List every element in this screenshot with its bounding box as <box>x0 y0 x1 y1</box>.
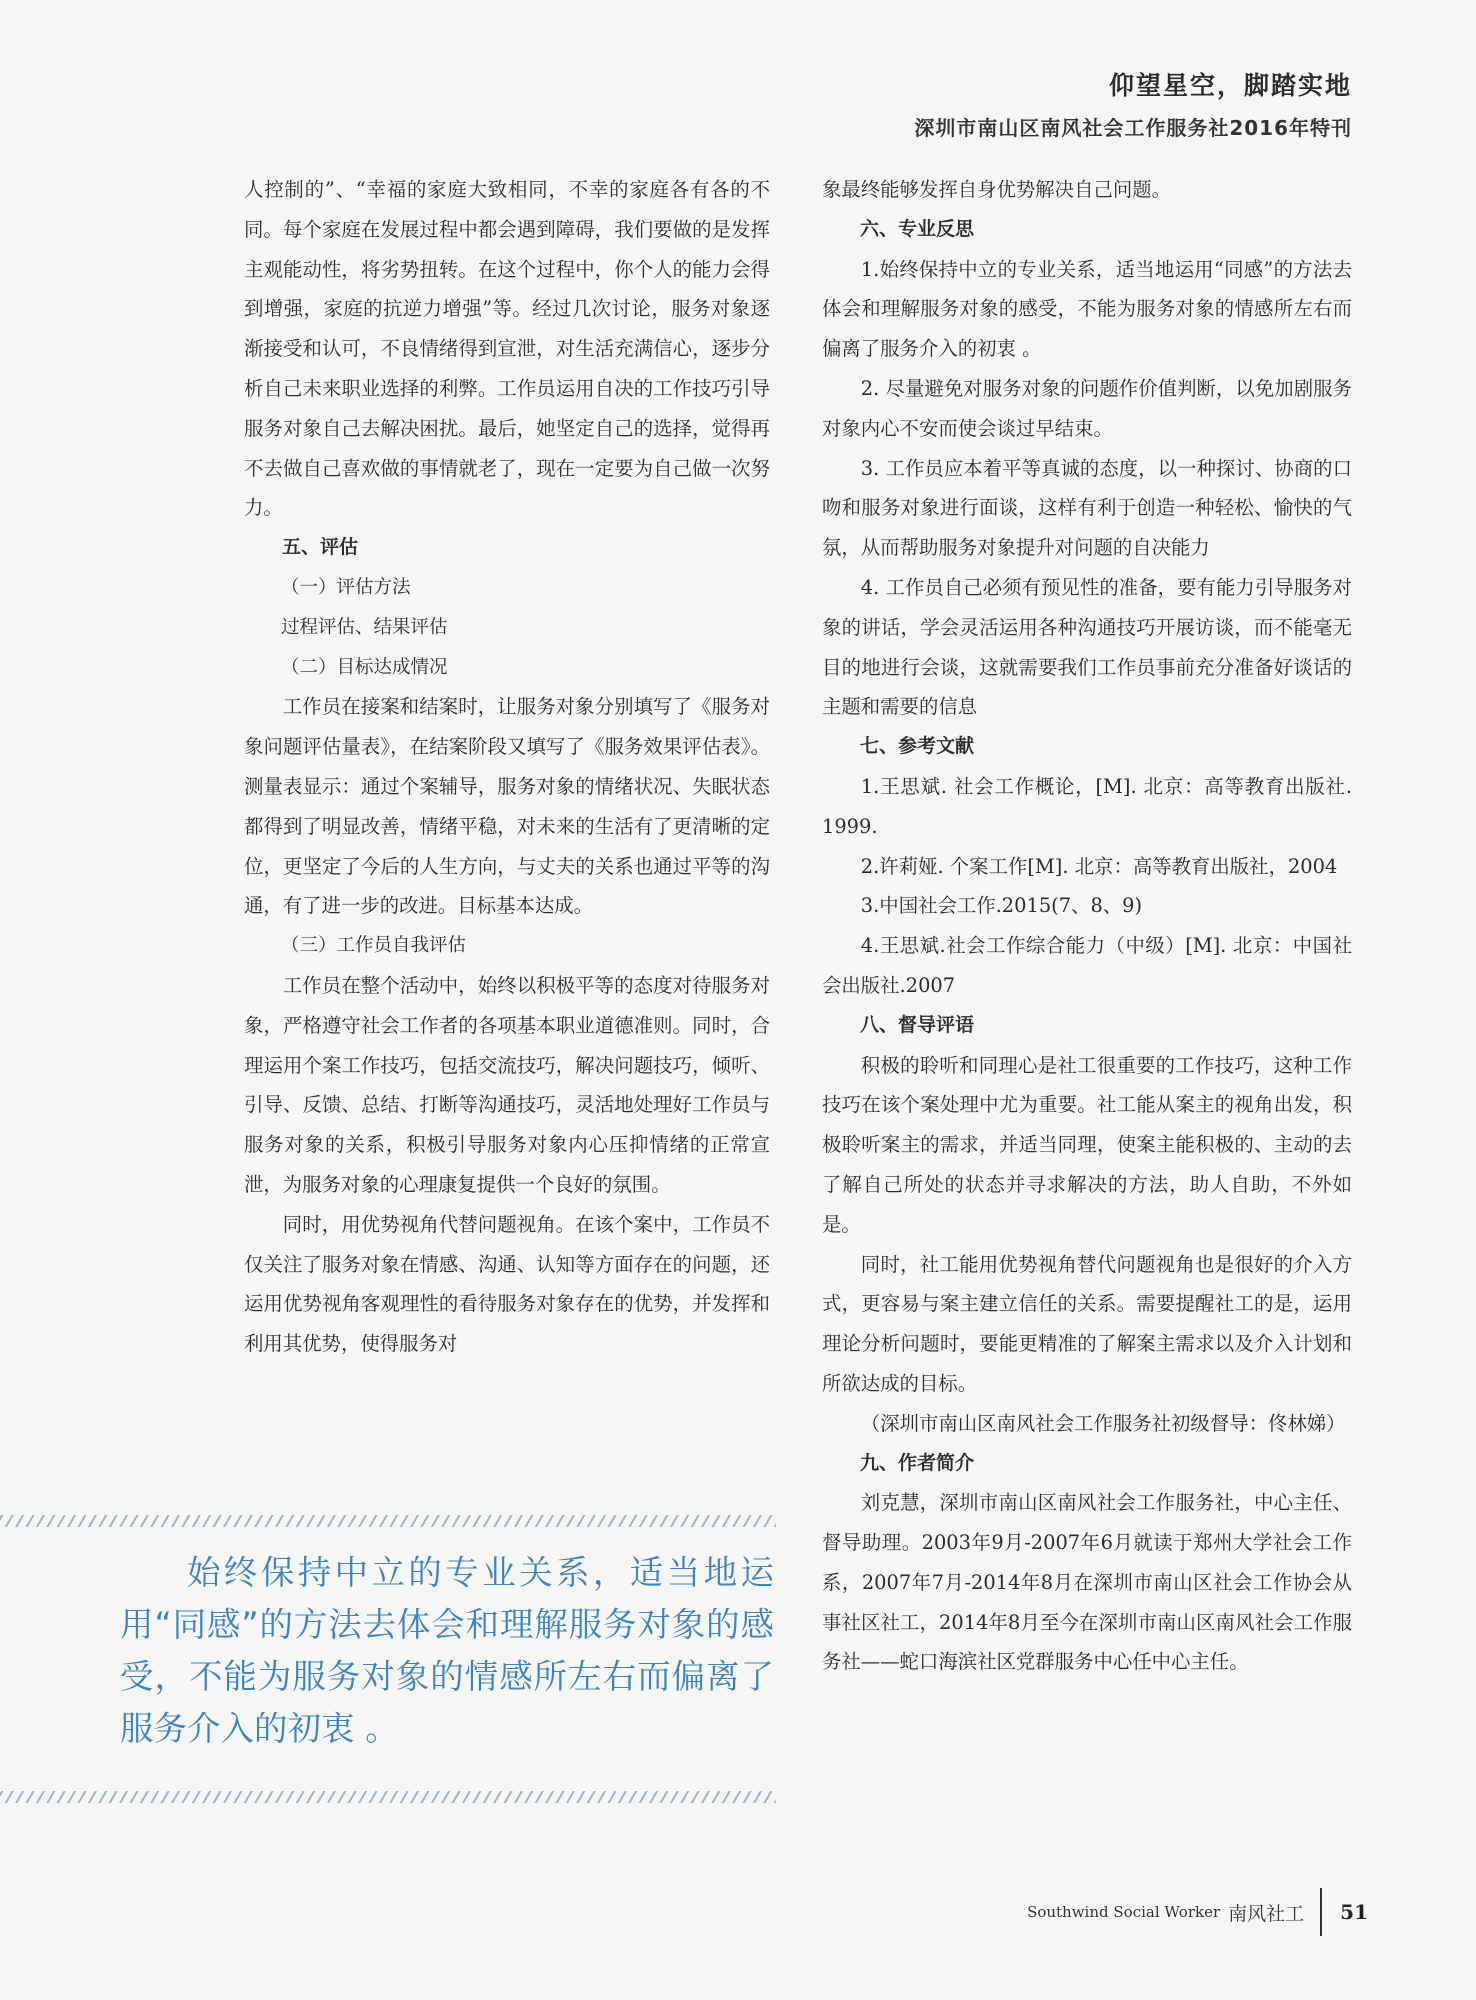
page-number: 51 <box>1340 1900 1368 1924</box>
reference-item: 1.王思斌. 社会工作概论，[M]. 北京：高等教育出版社. 1999. <box>822 774 1352 838</box>
reference-item: 4.王思斌.社会工作综合能力（中级）[M]. 北京：中国社会出版社.2007 <box>822 934 1352 997</box>
paragraph: 积极的聆听和同理心是社工很重要的工作技巧，这种工作技巧在该个案处理中尤为重要。社工能从案主的视角出发，积极聆听案主的需求，并适当同理，使案主能积极的、主动的去了解自己所处的状态并寻求解决的方法，助人自助，不外如是。 <box>822 1053 1352 1236</box>
section-heading-references: 七、参考文献 <box>860 735 975 758</box>
author-bio: 刘克慧，深圳市南山区南风社会工作服务社，中心主任、督导助理。2003年9月-2007年6月就读于郑州大学社会工作系，2007年7月-2014年8月在深圳市南山区社会工作协会从事社区社工，2014年8月至今在深圳市南山区南风社会工作服务社——蛇口海滨社区党群服务中心任中心主任。 <box>822 1491 1352 1674</box>
evaluation-method-text: 过程评估、结果评估 <box>281 616 448 638</box>
paragraph: 同时，社工能用优势视角替代问题视角也是很好的介入方式，更容易与案主建立信任的关系。需要提醒社工的是，运用理论分析问题时，要能更精准的了解案主需求以及介入计划和所欲达成的目标。 <box>822 1252 1352 1395</box>
paragraph: 工作员在接案和结案时，让服务对象分别填写了《服务对象问题评估量表》，在结案阶段又填写了《服务效果评估表》。测量表显示：通过个案辅导，服务对象的情绪状况、失眠状态都得到了明显改善，情绪平稳，对未来的生活有了更清晰的定位，更坚定了今后的人生方向，与丈夫的关系也通过平等的沟通，有了进一步的改进。目标基本达成。 <box>244 695 770 918</box>
magazine-name-en: Southwind Social Worker <box>1027 1903 1221 1921</box>
reference-item: 2.许莉娅. 个案工作[M]. 北京：高等教育出版社，2004 <box>860 854 1338 878</box>
subheading-evaluation-method: （一）评估方法 <box>281 576 411 598</box>
page-footer <box>1027 1888 1368 1936</box>
right-column <box>822 170 1352 1682</box>
list-item: 4. 工作员自己必须有预见性的准备，要有能力引导服务对象的讲话，学会灵活运用各种沟通技巧开展访谈，而不能毫无目的地进行会谈，这就需要我们工作员事前充分准备好谈话的主题和需要的信息 <box>822 575 1352 719</box>
page-header <box>914 66 1352 141</box>
subheading-self-evaluation: （三）工作员自我评估 <box>281 935 467 957</box>
reference-item: 3.中国社会工作.2015(7、8、9) <box>860 894 1143 918</box>
supervisor-signature: （深圳市南山区南风社会工作服务社初级督导：佟林娣） <box>860 1411 1346 1435</box>
footer-divider <box>1320 1888 1322 1936</box>
left-column <box>244 170 770 1364</box>
pull-quote: 始终保持中立的专业关系，适当地运用“同感”的方法去体会和理解服务对象的感受，不能为服务对象的情感所左右而偏离了服务介入的初衷 。 <box>120 1553 774 1748</box>
decorative-hatch-divider <box>0 1791 776 1803</box>
header-issue-title: 深圳市南山区南风社会工作服务社2016年特刊 <box>914 116 1352 140</box>
header-slogan: 仰望星空，脚踏实地 <box>1108 71 1352 100</box>
paragraph: 同时，用优势视角代替问题视角。在该个案中，工作员不仅关注了服务对象在情感、沟通、认知等方面存在的问题，还运用优势视角客观理性的看待服务对象存在的优势，并发挥和利用其优势，使得服务对 <box>244 1212 770 1356</box>
magazine-name-cn: 南风社工 <box>1228 1902 1305 1925</box>
section-heading-supervisor-comments: 八、督导评语 <box>860 1013 975 1036</box>
paragraph: 人控制的”、“幸福的家庭大致相同，不幸的家庭各有各的不同。每个家庭在发展过程中都会遇到障碍，我们要做的是发挥主观能动性，将劣势扭转。在这个过程中，你个人的能力会得到增强，家庭的抗逆力增强”等。经过几次讨论，服务对象逐渐接受和认可，不良情绪得到宣泄，对生活充满信心，逐步分析自己未来职业选择的利弊。工作员运用自决的工作技巧引导服务对象自己去解决困扰。最后，她坚定自己的选择，觉得再不去做自己喜欢做的事情就老了，现在一定要为自己做一次努力。 <box>244 178 770 520</box>
section-heading-evaluation: 五、评估 <box>282 536 359 559</box>
section-heading-reflection: 六、专业反思 <box>860 217 975 240</box>
list-item: 1.始终保持中立的专业关系，适当地运用“同感”的方法去体会和理解服务对象的感受，不能为服务对象的情感所左右而偏离了服务介入的初衷 。 <box>822 257 1352 361</box>
section-heading-author-bio: 九、作者简介 <box>860 1451 975 1474</box>
list-item: 3. 工作员应本着平等真诚的态度，以一种探讨、协商的口吻和服务对象进行面谈，这样有利于创造一种轻松、愉快的气氛，从而帮助服务对象提升对问题的自决能力 <box>822 456 1352 560</box>
decorative-hatch-divider <box>0 1515 776 1527</box>
subheading-goal-achievement: （二）目标达成情况 <box>281 656 448 678</box>
paragraph: 工作员在整个活动中，始终以积极平等的态度对待服务对象，严格遵守社会工作者的各项基本职业道德准则。同时，合理运用个案工作技巧，包括交流技巧，解决问题技巧，倾听、引导、反馈、总结、打断等沟通技巧，灵活地处理好工作员与服务对象的关系，积极引导服务对象内心压抑情绪的正常宣泄，为服务对象的心理康复提供一个良好的氛围。 <box>244 973 770 1196</box>
paragraph: 象最终能够发挥自身优势解决自己问题。 <box>822 178 1172 201</box>
list-item: 2. 尽量避免对服务对象的问题作价值判断，以免加剧服务对象内心不安而使会谈过早结束。 <box>822 376 1352 440</box>
